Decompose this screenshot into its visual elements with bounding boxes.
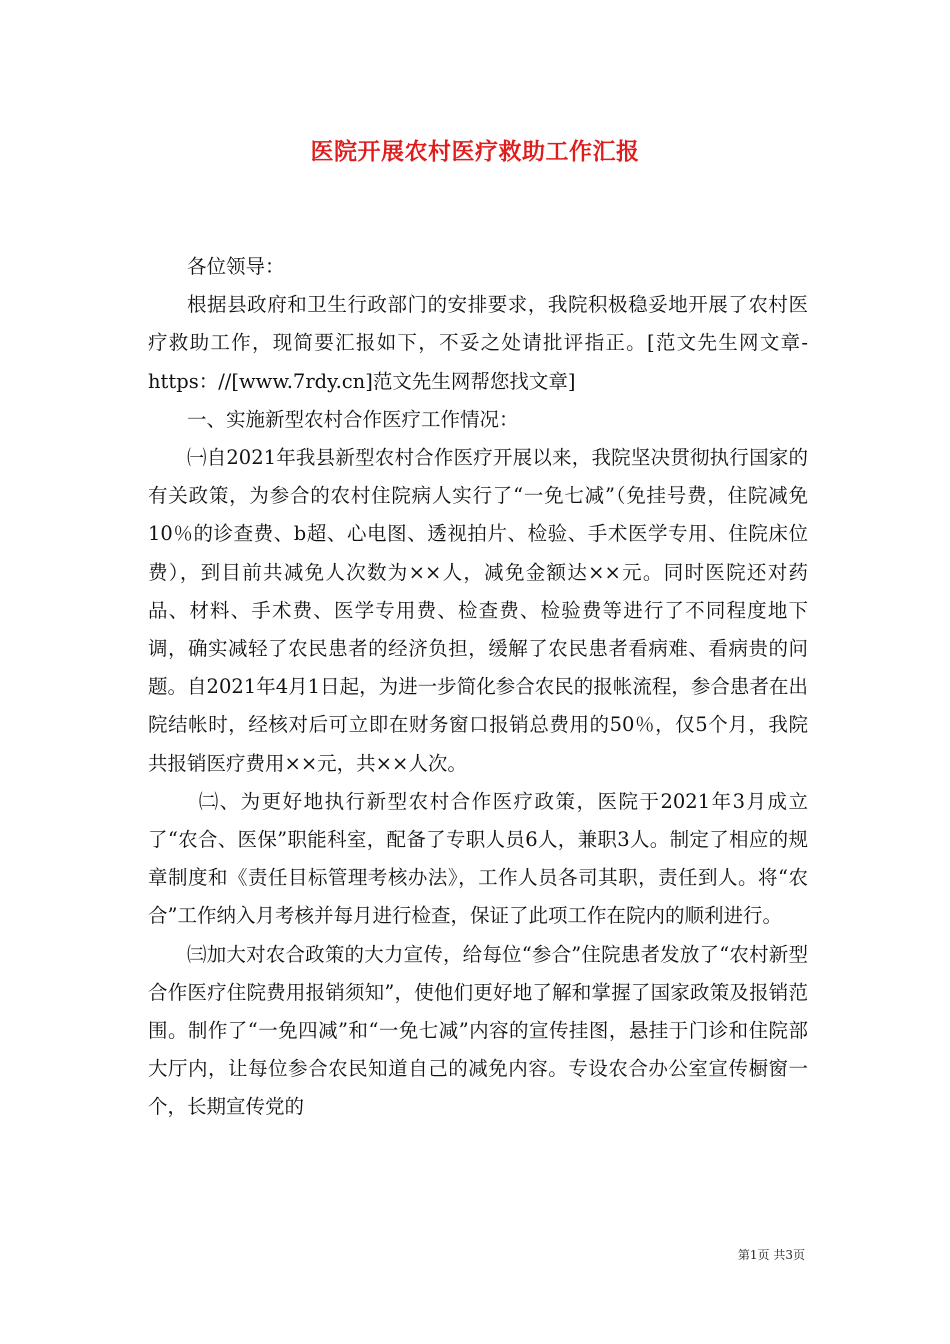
document-title: 医院开展农村医疗救助工作汇报	[310, 138, 640, 165]
paragraph-item-1: ㈠自2021年我县新型农村合作医疗开展以来，我院坚决贯彻执行国家的有关政策，为参合的农村住院病人实行了“一免七减”（免挂号费，住院减免10％的诊查费、b超、心电图、透视拍片、检验、手术医学专用、住院床位费），到目前共减免人次数为××人，减免金额达××元。同时医院还对药品、材料、手术费、医学专用费、检查费、检验费等进行了不同程度地下调，确实减轻了农民患者的经济负担，缓解了农民患者看病难、看病贵的问题。自2021年4月1日起，为进一步简化参合农民的报帐流程，参合患者在出院结帐时，经核对后可立即在财务窗口报销总费用的50％，仅5个月，我院共报销医疗费用××元，共××人次。	[148, 446, 808, 775]
paragraph-intro: 根据县政府和卫生行政部门的安排要求，我院积极稳妥地开展了农村医疗救助工作，现简要汇报如下，不妥之处请批评指正。[范文先生网文章-https：//[www.7rdy.cn]范文先生网帮您找文章]	[148, 293, 808, 393]
document-body	[148, 248, 808, 1127]
section-heading-1: 一、实施新型农村合作医疗工作情况：	[187, 407, 519, 431]
paragraph-item-3: ㈢加大对农合政策的大力宣传，给每位“参合”住院患者发放了“农村新型合作医疗住院费用报销须知”，使他们更好地了解和掌握了国家政策及报销范围。制作了“一免四减”和“一免七减”内容的宣传挂图，悬挂于门诊和住院部大厅内，让每位参合农民知道自己的减免内容。专设农合办公室宣传橱窗一个，长期宣传党的	[148, 942, 808, 1119]
greeting: 各位领导：	[187, 255, 285, 278]
paragraph-item-2: ㈡、为更好地执行新型农村合作医疗政策，医院于2021年3月成立了“农合、医保”职能科室，配备了专职人员6人，兼职3人。制定了相应的规章制度和《责任目标管理考核办法》，工作人员各司其职，责任到人。将“农合”工作纳入月考核并每月进行检查，保证了此项工作在院内的顺利进行。	[148, 789, 808, 928]
page-number: 第1页 共3页	[737, 1248, 805, 1262]
